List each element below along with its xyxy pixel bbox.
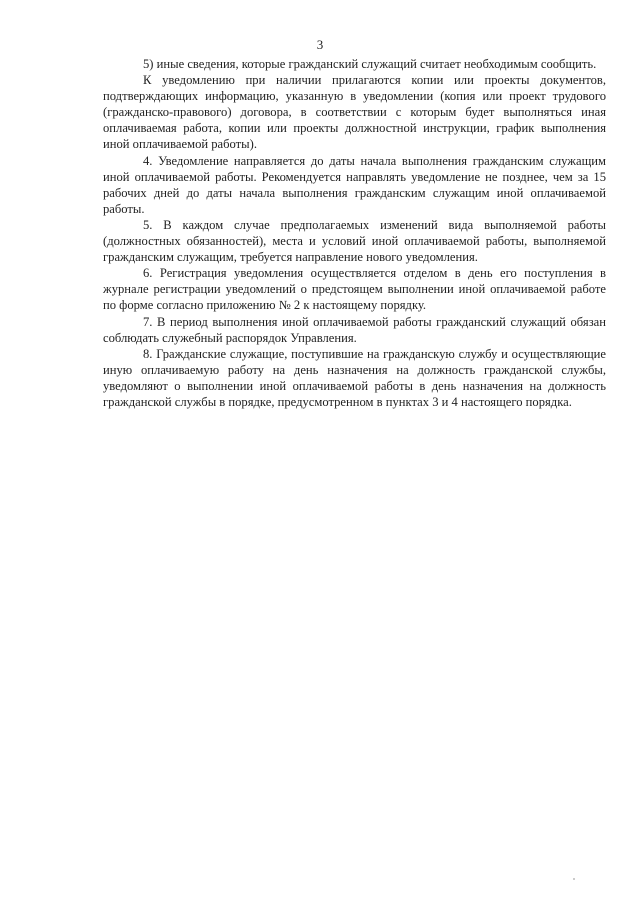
paragraph-5: 5. В каждом случае предполагаемых изменений вида выполняемой работы (должностных обязанностей), места и условий иной оплачиваемой работы, выполняемой гражданским служащим, требуется направление нового уведомления. [103,217,606,265]
scan-speck [573,878,575,880]
paragraph-7: 7. В период выполнения иной оплачиваемой работы гражданский служащий обязан соблюдать служебный распорядок Управления. [103,314,606,345]
paragraph-attachments: К уведомлению при наличии прилагаются копии или проекты документов, подтверждающих информацию, указанную в уведомлении (копия или проект трудового (гражданско-правового) договора, в соответствии с которым будет выполняться иная оплачиваемая работа, копии или проекты должностной инструкции, график выполнения иной оплачиваемой работы). [103,73,606,152]
paragraph-4: 4. Уведомление направляется до даты начала выполнения гражданским служащим иной оплачиваемой работы. Рекомендуется направлять уведомление не позднее, чем за 15 рабочих дней до даты начала выполнения гражданским служащим иной оплачиваемой работы. [103,153,606,216]
document-body [103,56,606,410]
page-number: 3 [316,37,324,52]
paragraph-item-5: 5) иные сведения, которые гражданский служащий считает необходимым сообщить. [143,57,597,71]
paragraph-6: 6. Регистрация уведомления осуществляется отделом в день его поступления в журнале регистрации уведомлений о предстоящем выполнении иной оплачиваемой работе по форме согласно приложению № 2 к настоящему порядку. [103,266,606,313]
paragraph-8: 8. Гражданские служащие, поступившие на гражданскую службу и осуществляющие иную оплачиваемую работу на день назначения на должность гражданской службы, уведомляют о выполнении иной оплачиваемой работы в день назначения на должность гражданской службы в порядке, предусмотренном в пунктах 3 и 4 настоящего порядка. [103,346,606,409]
